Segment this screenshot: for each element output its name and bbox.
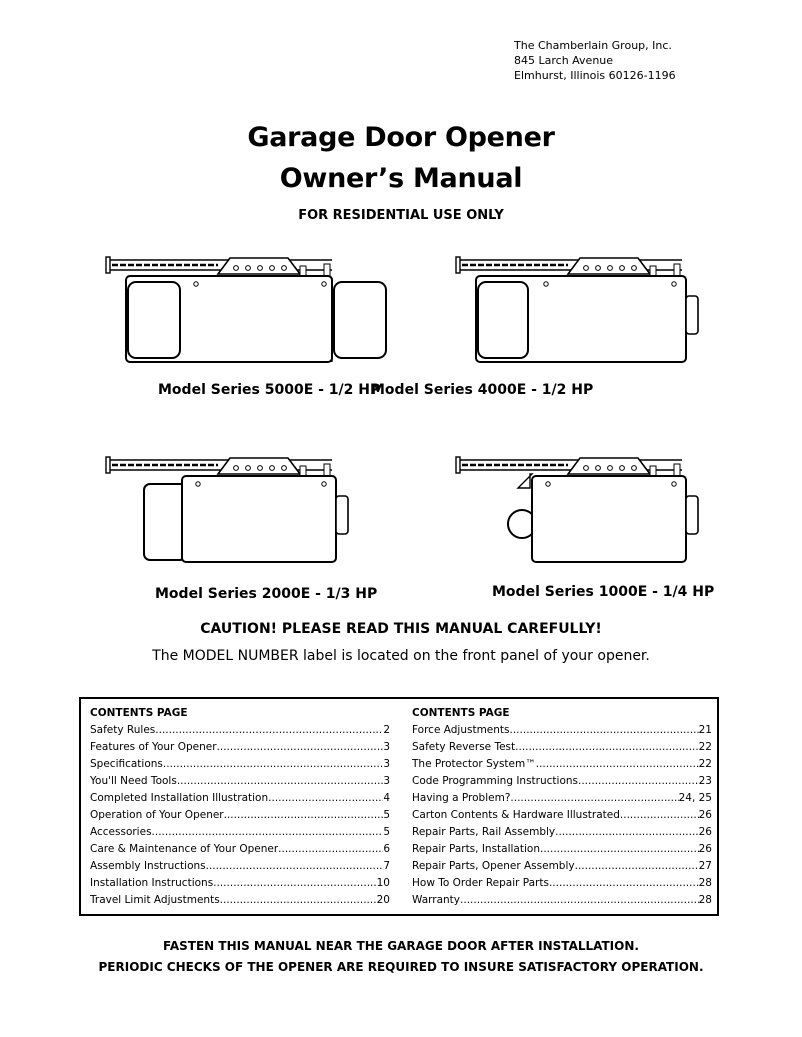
toc-entry-page: 3 xyxy=(383,775,390,787)
toc-entry[interactable] xyxy=(412,790,712,807)
footer-line-2: PERIODIC CHECKS OF THE OPENER ARE REQUIRED TO INSURE SATISFACTORY OPERATION. xyxy=(98,960,704,974)
toc-entry-page: 7 xyxy=(383,860,390,872)
toc-entry-page: 3 xyxy=(383,758,390,770)
model-4000e-label: Model Series 4000E - 1/2 HP xyxy=(371,382,594,398)
toc-entry-page: 2 xyxy=(383,724,390,736)
toc-entry-page: 26 xyxy=(698,826,712,838)
toc-entry[interactable] xyxy=(412,773,712,790)
toc-entry-title: Having a Problem? xyxy=(412,792,511,804)
toc-entry-title: The Protector System™ xyxy=(412,758,536,770)
title-line-2: Owner’s Manual xyxy=(279,163,523,194)
contents-heading: CONTENTS PAGE xyxy=(412,707,510,719)
caution-notice: CAUTION! PLEASE READ THIS MANUAL CAREFULLY! xyxy=(200,621,602,637)
opener-2000e-illustration xyxy=(100,452,360,570)
toc-entry-page: 22 xyxy=(698,758,712,770)
toc-entry[interactable] xyxy=(90,858,390,875)
opener-1000e-illustration xyxy=(450,452,710,570)
toc-entry-title: You'll Need Tools xyxy=(90,775,177,787)
toc-entry-page: 20 xyxy=(376,894,390,906)
toc-entry-title: Operation of Your Opener xyxy=(90,809,224,821)
opener-4000e-illustration xyxy=(450,252,710,370)
toc-entry-title: Force Adjustments xyxy=(412,724,510,736)
toc-entry-page: 5 xyxy=(383,826,390,838)
toc-entry[interactable] xyxy=(412,807,712,824)
toc-entry[interactable] xyxy=(412,841,712,858)
toc-entry-title: Travel Limit Adjustments xyxy=(90,894,220,906)
toc-entry-page: 26 xyxy=(698,843,712,855)
toc-entry-title: Safety Reverse Test xyxy=(412,741,516,753)
toc-entry-title: Code Programming Instructions xyxy=(412,775,578,787)
toc-entry[interactable] xyxy=(90,790,390,807)
toc-entry-title: Warranty xyxy=(412,894,461,906)
toc-entry-title: Installation Instructions xyxy=(90,877,214,889)
model-1000e-label: Model Series 1000E - 1/4 HP xyxy=(492,584,715,600)
toc-entry-page: 5 xyxy=(383,809,390,821)
contents-column-right xyxy=(412,705,712,909)
toc-entry-title: Repair Parts, Rail Assembly xyxy=(412,826,556,838)
contents-column-left xyxy=(90,705,390,909)
contents-heading: CONTENTS PAGE xyxy=(90,707,188,719)
toc-entry[interactable] xyxy=(90,756,390,773)
title-line-1: Garage Door Opener xyxy=(247,122,555,153)
footer-line-1: FASTEN THIS MANUAL NEAR THE GARAGE DOOR AFTER INSTALLATION. xyxy=(163,939,639,953)
toc-entry-title: Accessories xyxy=(90,826,152,838)
toc-entry[interactable] xyxy=(90,773,390,790)
toc-entry-page: 10 xyxy=(376,877,390,889)
toc-entry-title: Specifications xyxy=(90,758,163,770)
toc-entry[interactable] xyxy=(412,756,712,773)
company-name: The Chamberlain Group, Inc. xyxy=(514,39,672,52)
model-2000e-label: Model Series 2000E - 1/3 HP xyxy=(155,586,378,602)
toc-entry[interactable] xyxy=(90,892,390,909)
subtitle: FOR RESIDENTIAL USE ONLY xyxy=(298,208,504,223)
toc-entry-title: Safety Rules xyxy=(90,724,156,736)
toc-entry-page: 27 xyxy=(698,860,712,872)
company-street: 845 Larch Avenue xyxy=(514,54,614,67)
toc-entry[interactable] xyxy=(412,858,712,875)
toc-entry[interactable] xyxy=(412,739,712,756)
toc-entry-title: How To Order Repair Parts xyxy=(412,877,549,889)
toc-entry[interactable] xyxy=(412,875,712,892)
toc-entry-page: 24, 25 xyxy=(678,792,712,804)
toc-entry-page: 22 xyxy=(698,741,712,753)
toc-entry[interactable] xyxy=(412,824,712,841)
toc-entry-page: 4 xyxy=(383,792,390,804)
toc-entry-page: 21 xyxy=(698,724,712,736)
toc-entry-page: 28 xyxy=(698,877,712,889)
toc-entry-title: Completed Installation Illustration xyxy=(90,792,269,804)
toc-entry-title: Features of Your Opener xyxy=(90,741,217,753)
toc-entry-title: Assembly Instructions xyxy=(90,860,206,872)
company-city: Elmhurst, Illinois 60126-1196 xyxy=(514,69,676,82)
toc-entry-page: 26 xyxy=(698,809,712,821)
toc-entry[interactable] xyxy=(90,841,390,858)
toc-entry-page: 6 xyxy=(383,843,390,855)
company-address xyxy=(514,38,676,83)
table-of-contents xyxy=(79,697,719,916)
toc-entry[interactable] xyxy=(90,722,390,739)
toc-entry-title: Care & Maintenance of Your Opener xyxy=(90,843,279,855)
toc-entry[interactable] xyxy=(90,824,390,841)
toc-entry[interactable] xyxy=(90,807,390,824)
toc-entry-title: Repair Parts, Installation xyxy=(412,843,540,855)
toc-entry-page: 3 xyxy=(383,741,390,753)
toc-entry[interactable] xyxy=(412,892,712,909)
toc-entry-title: Repair Parts, Opener Assembly xyxy=(412,860,575,872)
toc-entry[interactable] xyxy=(412,722,712,739)
toc-entry[interactable] xyxy=(90,739,390,756)
toc-entry-page: 23 xyxy=(698,775,712,787)
opener-5000e-illustration xyxy=(100,252,400,370)
toc-entry-title: Carton Contents & Hardware Illustrated xyxy=(412,809,620,821)
toc-entry-page: 28 xyxy=(698,894,712,906)
model-5000e-label: Model Series 5000E - 1/2 HP xyxy=(158,382,381,398)
model-number-note: The MODEL NUMBER label is located on the front panel of your opener. xyxy=(152,648,650,664)
toc-entry[interactable] xyxy=(90,875,390,892)
